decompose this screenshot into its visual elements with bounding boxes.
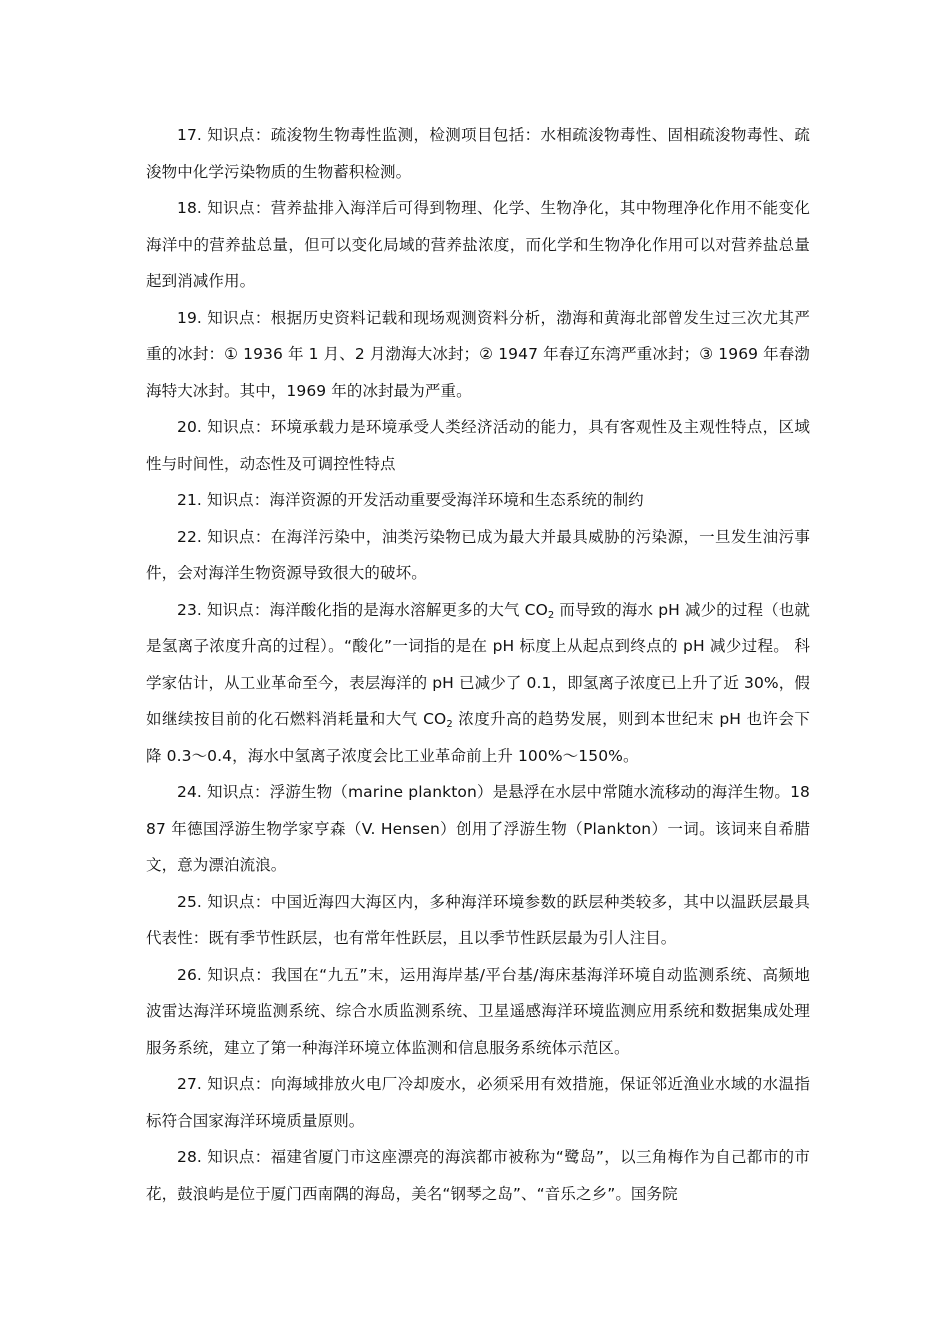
- item-text: 19. 知识点：根据历史资料记载和现场观测资料分析，渤海和黄海北部曾发生过三次尤其严重的冰封：① 1936 年 1 月、2 月渤海大冰封；② 1947 年春辽东湾严重冰封；③ 1969 年春渤海特大冰封。其中，1969 年的冰封最为严重。: [146, 308, 810, 400]
- knowledge-item-22: [146, 519, 810, 592]
- knowledge-item-20: [146, 409, 810, 482]
- item-text: 20. 知识点：环境承载力是环境承受人类经济活动的能力，具有客观性及主观性特点，区域性与时间性，动态性及可调控性特点: [146, 418, 810, 473]
- knowledge-item-27: [146, 1066, 810, 1139]
- subscript: 2: [446, 719, 453, 730]
- knowledge-item-26: [146, 957, 810, 1067]
- item-text: 18. 知识点：营养盐排入海洋后可得到物理、化学、生物净化，其中物理净化作用不能变化海洋中的营养盐总量，但可以变化局域的营养盐浓度，而化学和生物净化作用可以对营养盐总量起到消减作用。: [146, 199, 810, 290]
- item-text: 24. 知识点：浮游生物（marine plankton）是悬浮在水层中常随水流移动的海洋生物。1887 年德国浮游生物学家亨森（V. Hensen）创用了浮游生物（Plankton）一词。该词来自希腊文，意为漂泊流浪。: [146, 783, 810, 874]
- knowledge-item-21: [146, 482, 810, 519]
- knowledge-item-24: [146, 774, 810, 884]
- document-page: [146, 117, 810, 1212]
- item-text: 22. 知识点：在海洋污染中，油类污染物已成为最大并最具威胁的污染源，一旦发生油污事件，会对海洋生物资源导致很大的破坏。: [146, 527, 810, 582]
- item-text: 21. 知识点：海洋资源的开发活动重要受海洋环境和生态系统的制约: [177, 491, 644, 509]
- item-text: 而导致的海水 pH 减少的过程（也就是氢离子浓度升高的过程）。“酸化”一词指的是在 pH 标度上从起点到终点的 pH 减少过程。 科学家估计，从工业革命至今，表层海洋的 pH 已减少了 0.1，即氢离子浓度已上升了近 30%，假如继续按目前的化石燃料消耗量和大气 CO: [146, 600, 810, 728]
- item-text: 17. 知识点：疏浚物生物毒性监测，检测项目包括：水相疏浚物毒性、固相疏浚物毒性、疏浚物中化学污染物质的生物蓄积检测。: [146, 126, 810, 181]
- item-text: 25. 知识点：中国近海四大海区内，多种海洋环境参数的跃层种类较多，其中以温跃层最具代表性：既有季节性跃层，也有常年性跃层，且以季节性跃层最为引人注目。: [146, 892, 810, 947]
- knowledge-item-28: [146, 1139, 810, 1212]
- item-text: 28. 知识点：福建省厦门市这座漂亮的海滨都市被称为“鹭岛”，以三角梅作为自己都市的市花，鼓浪屿是位于厦门西南隅的海岛，美名“钢琴之岛”、“音乐之乡”。国务院: [146, 1148, 810, 1203]
- subscript: 2: [547, 609, 555, 621]
- item-text: 27. 知识点：向海域排放火电厂冷却废水，必须采用有效措施，保证邻近渔业水域的水温指标符合国家海洋环境质量原则。: [146, 1075, 810, 1130]
- item-text: 23. 知识点：海洋酸化指的是海水溶解更多的大气 CO: [177, 600, 548, 619]
- item-text: 浓度升高的趋势发展，则到本世纪末 pH 也许会下降 0.3～0.4，海水中氢离子浓度会比工业革命前上升 100%～150%。: [146, 710, 811, 765]
- knowledge-item-18: [146, 190, 810, 300]
- knowledge-item-19: [146, 300, 810, 410]
- knowledge-item-23: [146, 592, 810, 775]
- item-text: 26. 知识点：我国在“九五”末，运用海岸基/平台基/海床基海洋环境自动监测系统、高频地波雷达海洋环境监测系统、综合水质监测系统、卫星遥感海洋环境监测应用系统和数据集成处理服务系统，建立了第一种海洋环境立体监测和信息服务系统体示范区。: [146, 965, 810, 1057]
- knowledge-item-25: [146, 884, 810, 957]
- knowledge-item-17: [146, 117, 810, 190]
